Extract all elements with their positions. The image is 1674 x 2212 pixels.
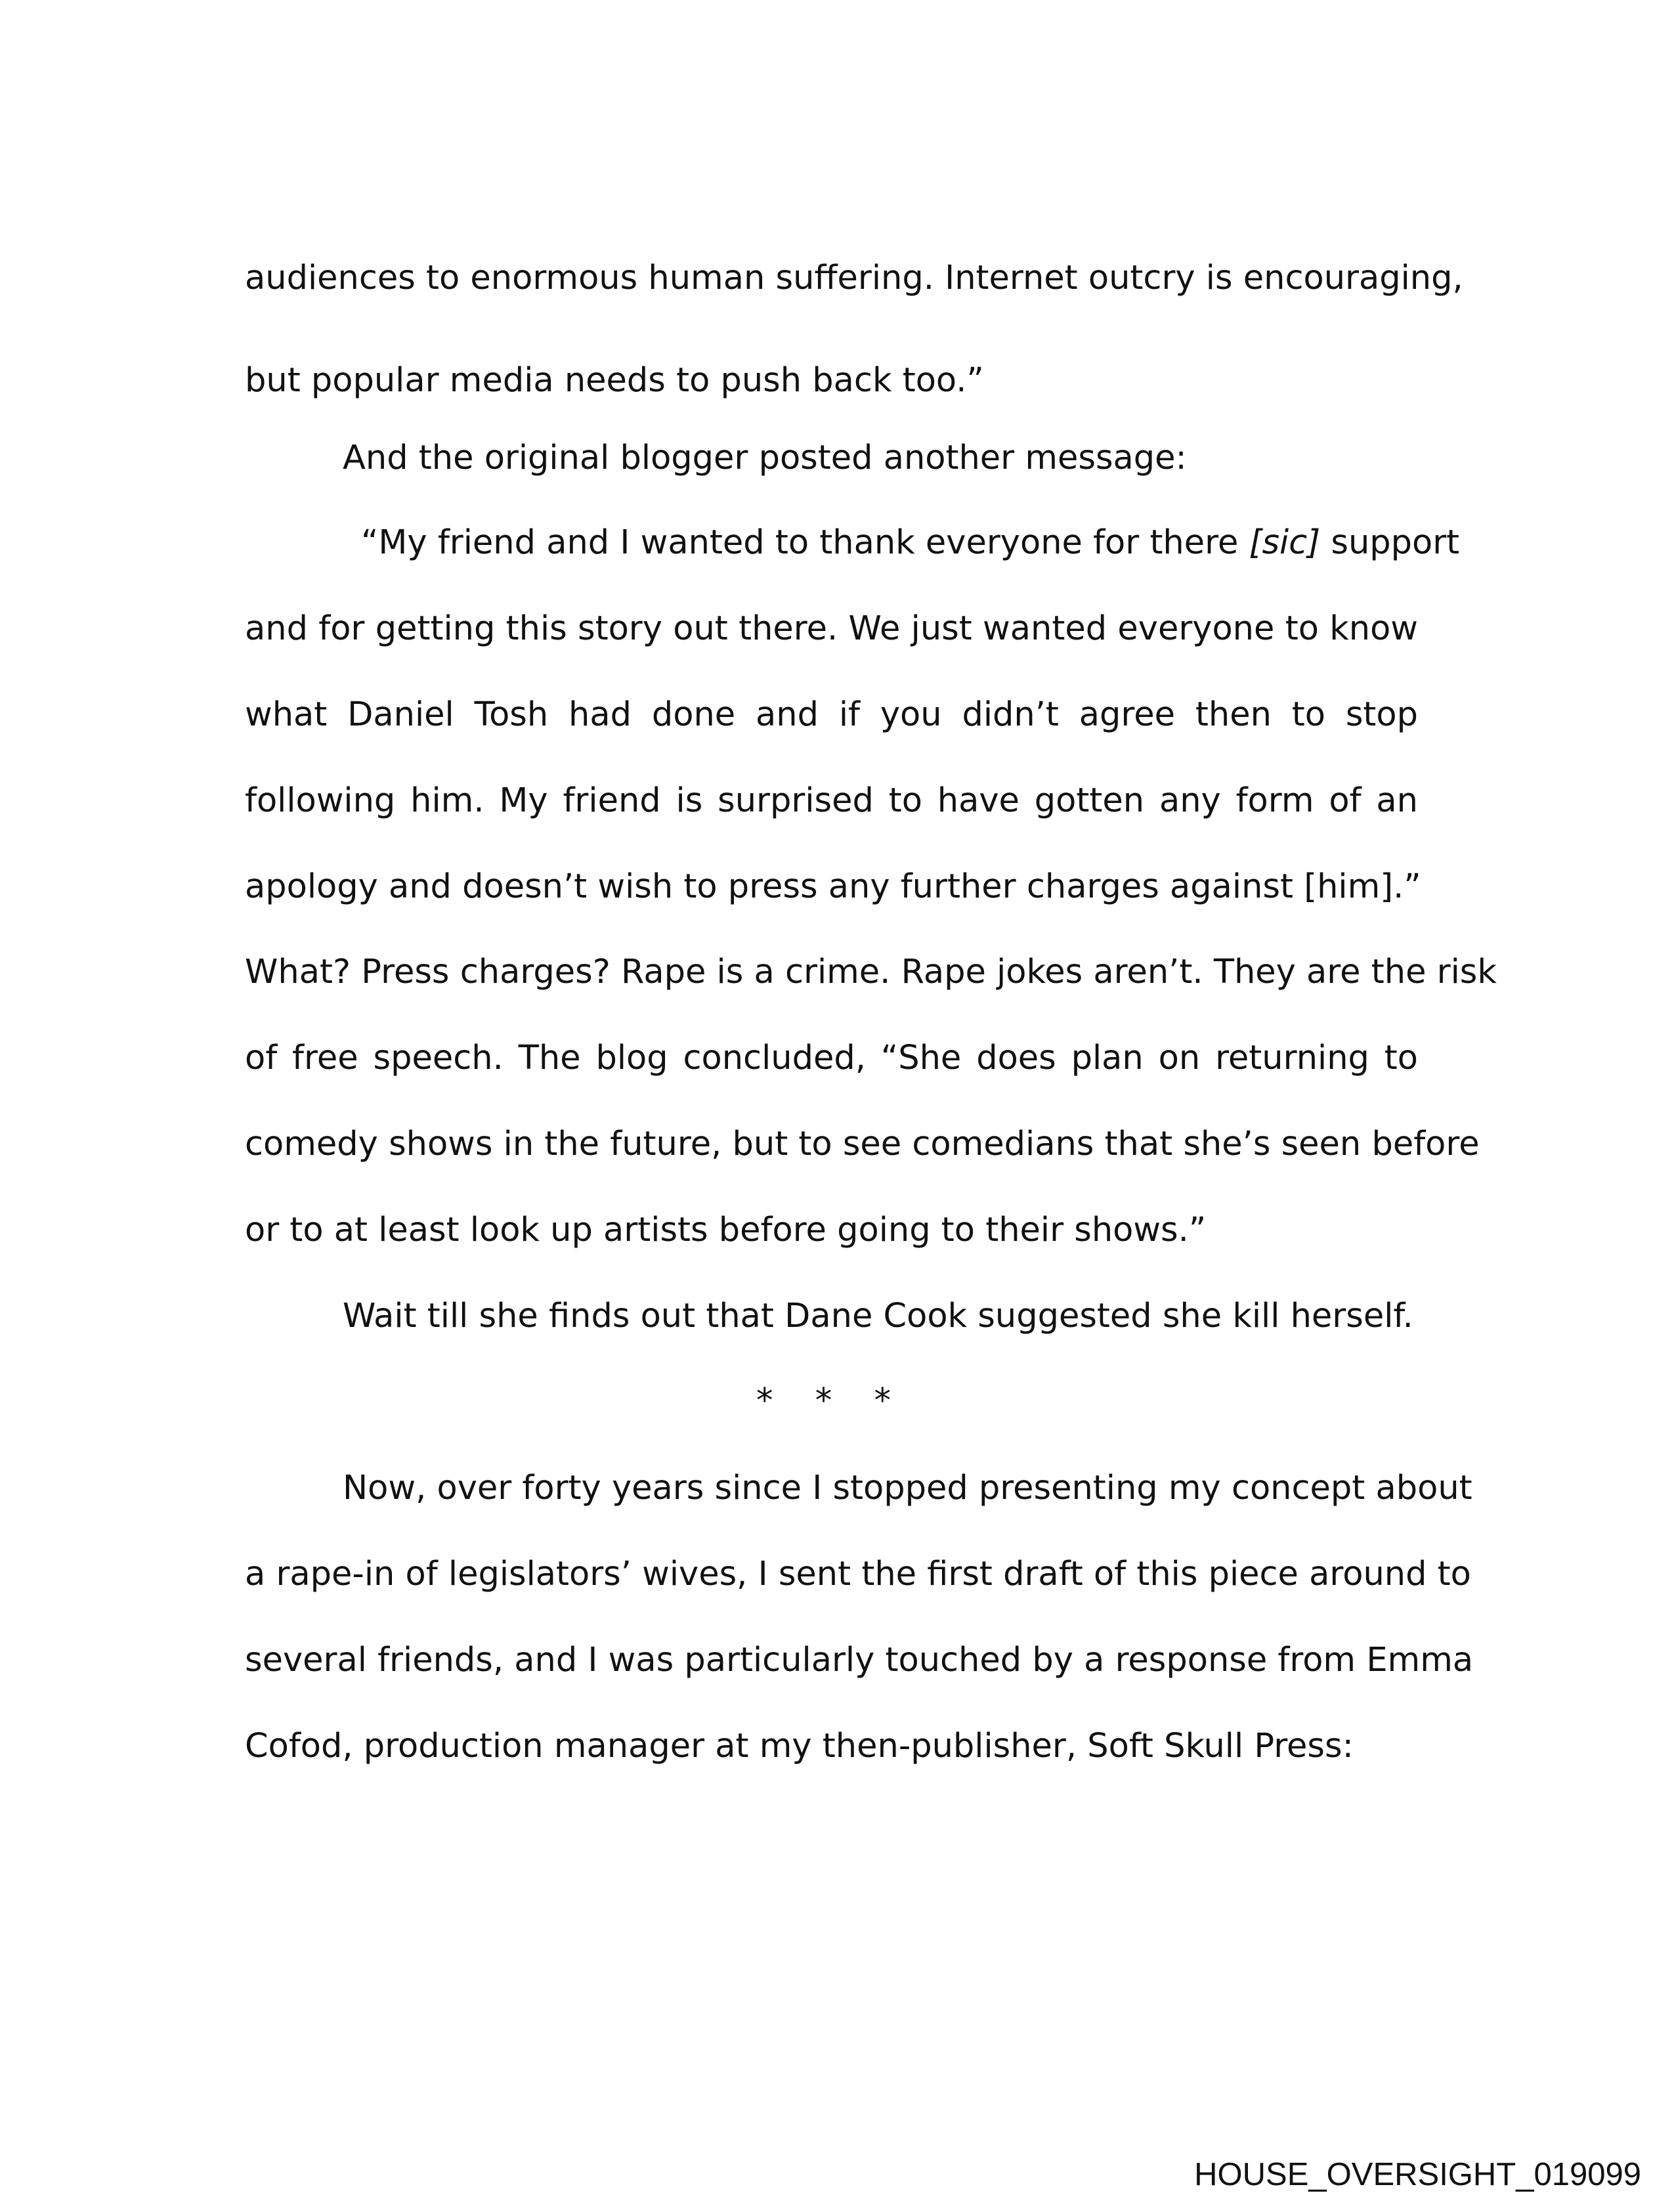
body-line: Cofod, production manager at my then-publisher, Soft Skull Press: (245, 1727, 1354, 1766)
body-line: apology and doesn’t wish to press any further charges against [him].” (245, 867, 1421, 906)
body-line: Now, over forty years since I stopped presenting my concept about (343, 1469, 1472, 1507)
body-line: what Daniel Tosh had done and if you didn’t agree then to stop (245, 695, 1418, 734)
bates-number: HOUSE_OVERSIGHT_019099 (1194, 2157, 1641, 2192)
body-line: a rape-in of legislators’ wives, I sent the first draft of this piece around to (245, 1555, 1471, 1594)
body-line: audiences to enormous human suffering. Internet outcry is encouraging, (245, 259, 1463, 297)
body-line: or to at least look up artists before going to their shows.” (245, 1211, 1207, 1249)
body-line: of free speech. The blog concluded, “She does plan on returning to (245, 1039, 1418, 1077)
body-line: What? Press charges? Rape is a crime. Rape jokes aren’t. They are the risk (245, 953, 1497, 991)
quote-opening: “My friend and I wanted to thank everyone for there (361, 523, 1239, 562)
body-line: following him. My friend is surprised to have gotten any form of an (245, 781, 1418, 820)
section-break: * * * (756, 1381, 907, 1420)
quote-continuation: support (1331, 523, 1460, 562)
body-line: comedy shows in the future, but to see comedians that she’s seen before (245, 1125, 1480, 1163)
body-line: several friends, and I was particularly touched by a response from Emma (245, 1641, 1474, 1680)
body-line: and for getting this story out there. We just wanted everyone to know (245, 609, 1418, 648)
sic-marker: [sic] (1249, 523, 1321, 562)
body-line: but popular media needs to push back too.” (245, 361, 984, 400)
quote-line (361, 519, 1460, 567)
body-line: Wait till she finds out that Dane Cook suggested she kill herself. (343, 1297, 1413, 1335)
body-line: And the original blogger posted another message: (343, 439, 1187, 477)
